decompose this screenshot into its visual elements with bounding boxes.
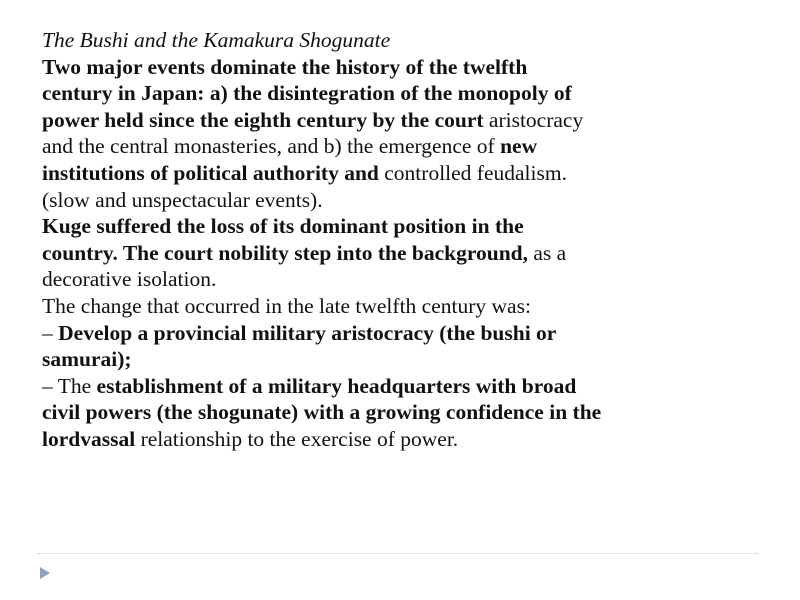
text-run: and the central monasteries, and b) the emergence of <box>42 134 501 159</box>
text-line <box>42 266 772 293</box>
text-line <box>42 293 772 320</box>
footer-divider <box>38 553 758 554</box>
text-line <box>42 373 772 400</box>
text-run: Kuge suffered the loss of its dominant position in the <box>42 214 524 239</box>
text-line <box>42 107 772 134</box>
text-line <box>42 133 772 160</box>
text-line <box>42 187 772 214</box>
text-run: institutions of political authority and <box>42 160 379 185</box>
text-run: power held since the eighth century by the court <box>42 107 484 132</box>
text-line <box>42 213 772 240</box>
text-run: Develop a provincial military aristocracy (the bushi or <box>58 320 557 345</box>
text-run: – The <box>42 373 97 398</box>
body-text <box>42 54 772 453</box>
text-line <box>42 320 772 347</box>
text-run: establishment of a military headquarters with broad <box>96 373 577 398</box>
triangle-bullet-icon <box>38 566 52 580</box>
text-line <box>42 399 772 426</box>
text-run: lordvassal <box>42 426 136 451</box>
text-run: decorative isolation. <box>42 267 217 292</box>
text-line <box>42 240 772 267</box>
text-line <box>42 346 772 373</box>
text-run: samurai); <box>42 347 132 372</box>
text-line <box>42 160 772 187</box>
text-run: (slow and unspectacular events). <box>42 187 323 212</box>
slide-title: The Bushi and the Kamakura Shogunate <box>42 28 391 52</box>
text-run: controlled feudalism. <box>378 160 567 185</box>
text-run: as a <box>528 240 567 265</box>
text-run: Two major events dominate the history of the twelfth <box>42 54 528 79</box>
text-run: aristocracy <box>483 107 584 132</box>
slide-body <box>42 27 772 453</box>
text-line <box>42 426 772 453</box>
text-run: country. The court nobility step into the background, <box>42 240 529 265</box>
text-run: new <box>500 134 538 159</box>
text-line <box>42 80 772 107</box>
text-run: century in Japan: a) the disintegration of the monopoly of <box>42 81 572 106</box>
text-run: – <box>42 320 59 345</box>
text-run: civil powers (the shogunate) with a growing confidence in the <box>42 400 602 425</box>
text-run: The change that occurred in the late twelfth century was: <box>42 293 531 318</box>
text-run: relationship to the exercise of power. <box>135 426 459 451</box>
text-line <box>42 54 772 81</box>
